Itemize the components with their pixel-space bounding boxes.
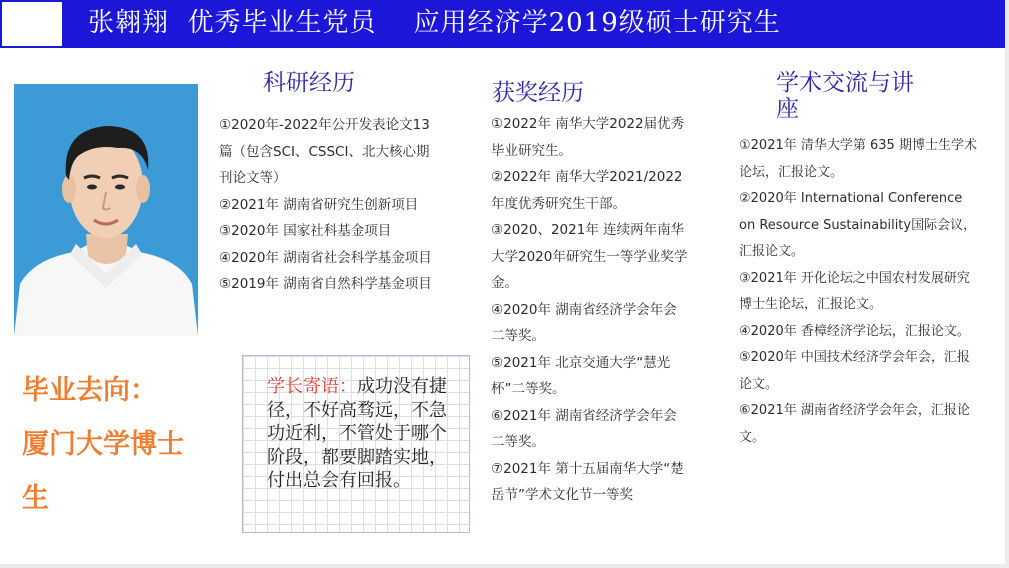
research-heading: 科研经历: [263, 70, 355, 96]
list-item: ①2022年 南华大学2022届优秀毕业研究生。: [491, 116, 685, 159]
destination-label: 毕业去向：: [22, 375, 157, 406]
list-item: ①2020年-2022年公开发表论文13篇（包含SCI、CSSCI、北大核心期刊论文等）: [219, 117, 430, 186]
header-bar: [64, 0, 1005, 48]
motto-card: [242, 355, 470, 533]
portrait-image: [14, 84, 198, 336]
motto-label: 学长寄语：: [267, 376, 357, 397]
list-item: ④2020年 湖南省社会科学基金项目: [219, 249, 432, 266]
list-item: ⑦2021年 第十五届南华大学“楚岳节”学术文化节一等奖: [491, 460, 684, 503]
list-item: ④2020年 湖南省经济学会年会二等奖。: [491, 301, 677, 344]
list-item: ②2022年 南华大学2021/2022年度优秀研究生干部。: [491, 169, 683, 212]
header-corner-box: [0, 0, 64, 48]
list-item: ①2021年 清华大学第 635 期博士生学术论坛，汇报论文。: [739, 138, 977, 180]
list-item: ⑥2021年 湖南省经济学会年会二等奖。: [491, 407, 677, 450]
list-item: ④2020年 香樟经济学论坛，汇报论文。: [739, 323, 970, 339]
list-item: ⑥2021年 湖南省经济学会年会，汇报论文。: [739, 403, 970, 445]
list-item: ③2020、2021年 连续两年南华大学2020年研究生一等学业奖学金。: [491, 222, 688, 291]
list-item: ②2021年 湖南省研究生创新项目: [219, 196, 419, 213]
academic-heading: 学术交流与讲座: [776, 70, 914, 122]
motto-text: 成功没有捷径，不好高骛远，不急功近利，不管处于哪个阶段，都要脚踏实地，付出总会有回报。: [267, 376, 447, 491]
awards-heading: 获奖经历: [492, 80, 584, 106]
list-item: ⑤2020年 中国技术经济学会年会，汇报论文。: [739, 350, 970, 392]
list-item: ③2021年 开化论坛之中国农村发展研究博士生论坛，汇报论文。: [739, 270, 970, 312]
awards-list: [491, 111, 689, 509]
destination-text: 厦门大学博士生: [22, 429, 184, 514]
list-item: ⑤2021年 北京交通大学“慧光杯”二等奖。: [491, 354, 671, 397]
student-photo: [14, 84, 198, 336]
list-item: ②2020年 International Conference on Resource Sustainability国际会议，汇报论文。: [739, 191, 977, 259]
research-list: [219, 112, 441, 298]
list-item: ⑤2019年 湖南省自然科学基金项目: [219, 276, 432, 292]
page-title: 张翱翔 优秀毕业生党员 应用经济学2019级硕士研究生: [88, 8, 781, 38]
motto-paragraph: [267, 375, 461, 493]
academic-list: [739, 133, 979, 451]
list-item: ③2020年 国家社科基金项目: [219, 223, 392, 239]
